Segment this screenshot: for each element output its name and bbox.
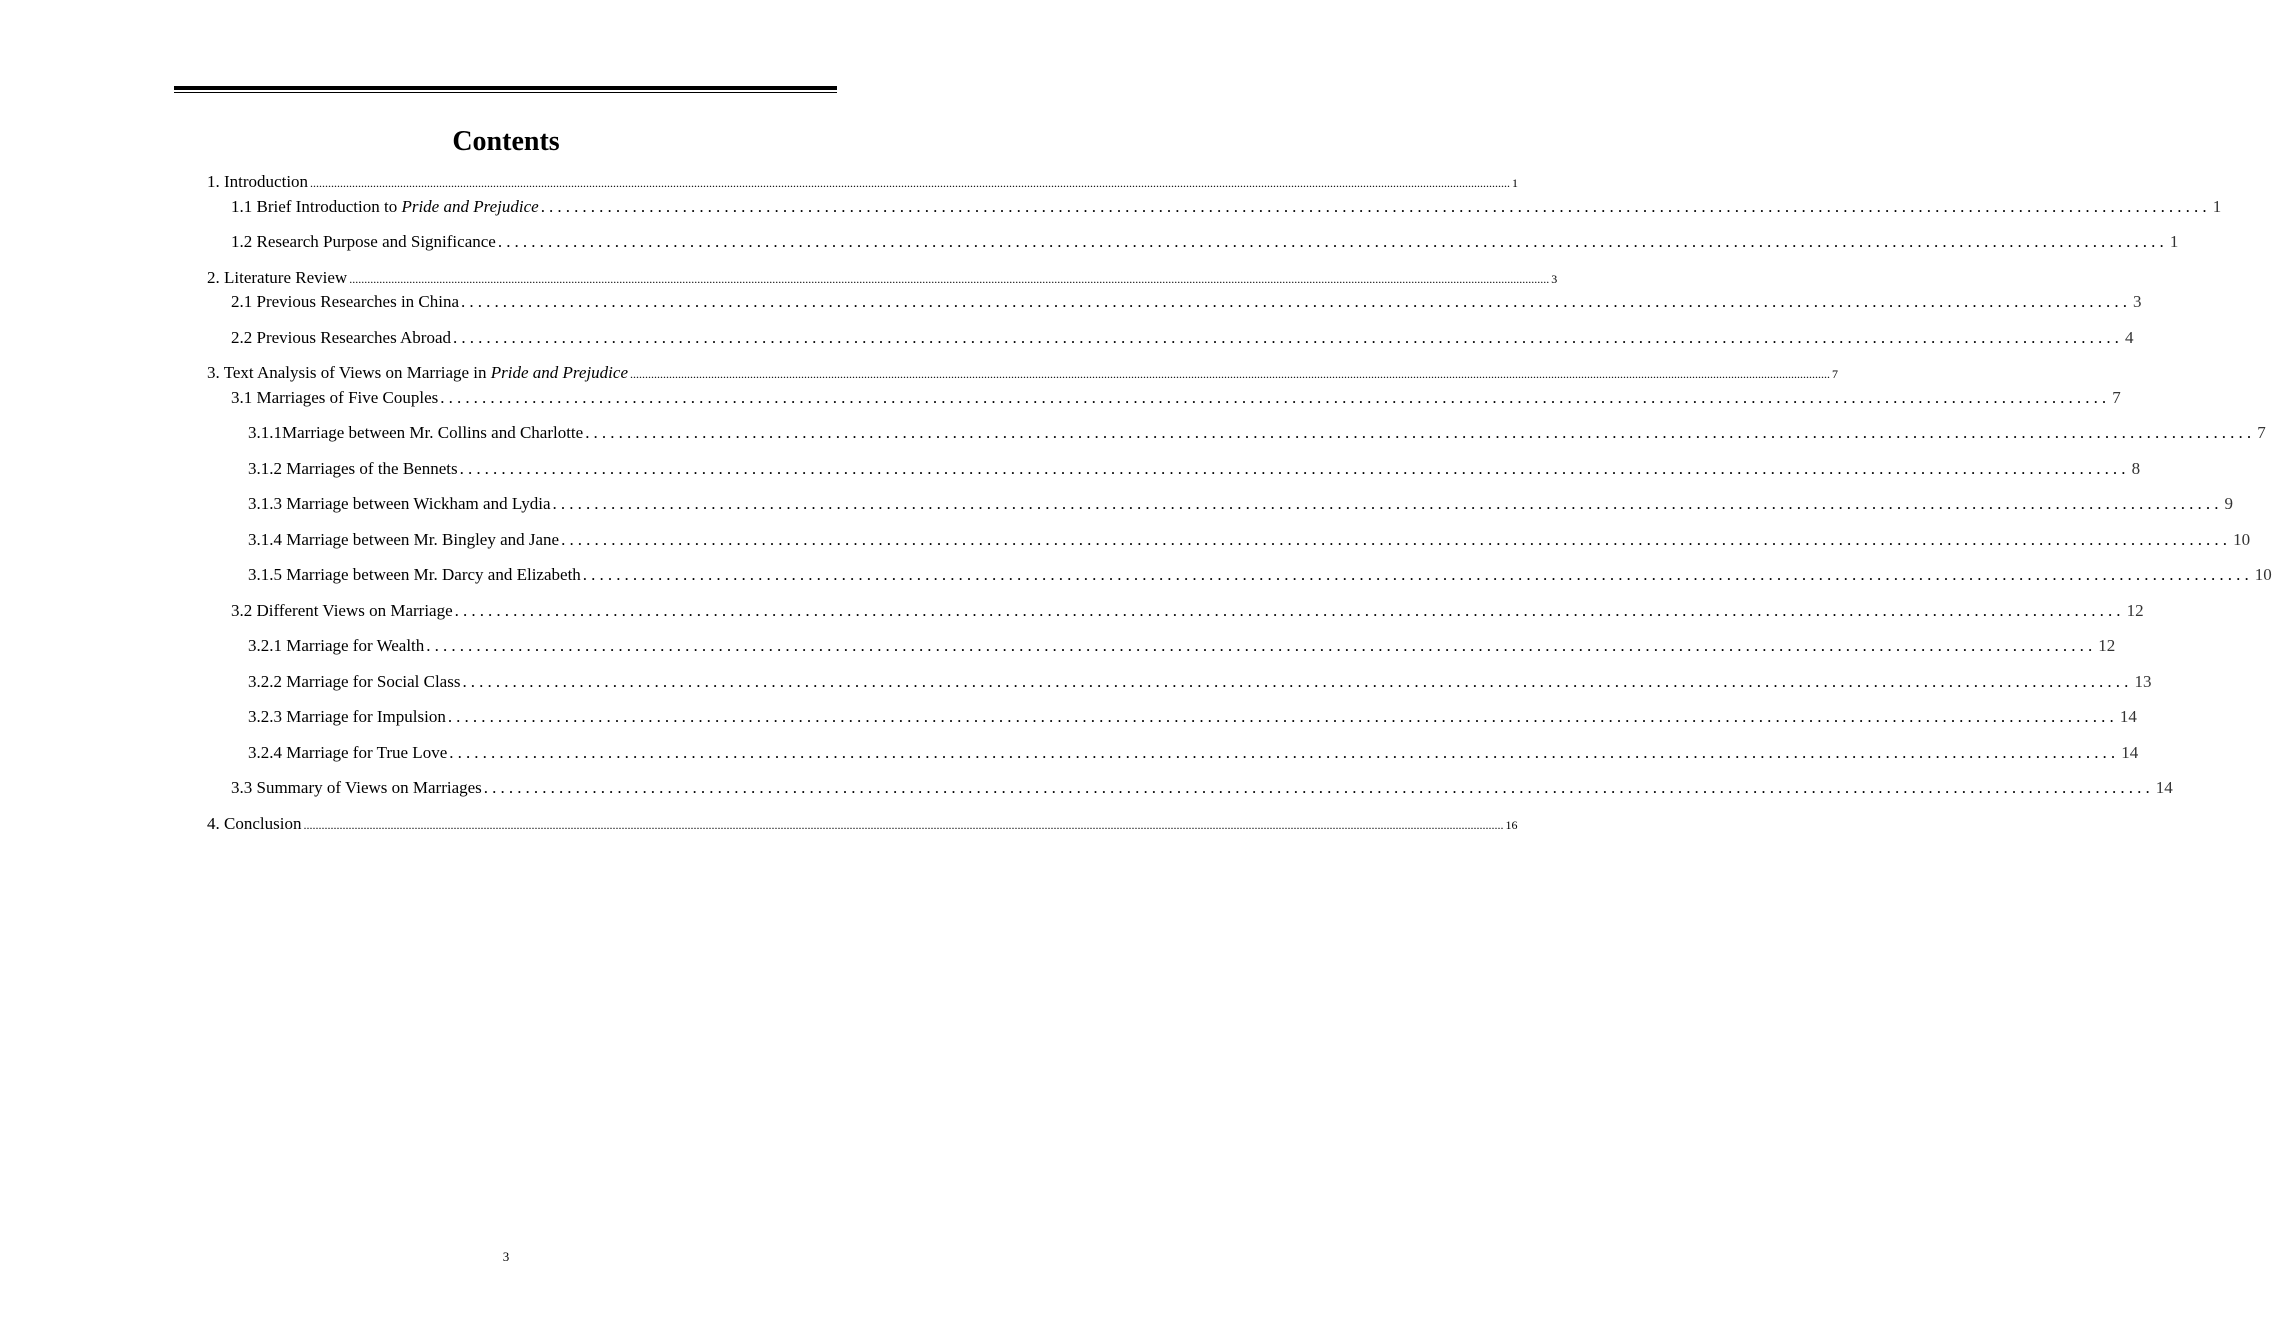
- toc-dot-leader: ........................................................................................................................................................................................................: [585, 423, 2256, 442]
- toc-page-number: 1: [2169, 232, 2179, 251]
- toc-entry-label: [231, 292, 459, 312]
- toc-page-number: 16: [1505, 818, 1518, 832]
- toc-entry[interactable]: [248, 672, 2152, 692]
- toc-page-number: 9: [2224, 494, 2234, 513]
- toc-entry-text: 2. Literature Review: [207, 268, 348, 287]
- toc-dot-leader: ........................................................................................................................................................................................................: [459, 459, 2130, 478]
- toc-entry[interactable]: [248, 707, 2137, 727]
- toc-page-number: 1: [2212, 197, 2222, 216]
- toc-entry[interactable]: [207, 172, 1519, 192]
- toc-entry[interactable]: [248, 636, 2116, 656]
- toc-entry[interactable]: [248, 565, 2272, 585]
- toc-entry-book-title: Pride and Prejudice: [401, 197, 539, 216]
- toc-dot-leader: ........................................................................................................................................................................................................: [462, 672, 2133, 691]
- footer-page-number: 3: [502, 1249, 510, 1264]
- toc-dot-leader: ........................................................................................................................................................................................................: [497, 232, 2168, 251]
- toc-entry[interactable]: [248, 494, 2234, 514]
- toc-dot-leader: ........................................................................................................................................................................................................: [426, 636, 2097, 655]
- toc-dot-leader: ........................................................................................................................................................................................................: [552, 494, 2223, 513]
- toc-page-number: 10: [2254, 565, 2272, 584]
- toc-entry-text: 2.1 Previous Researches in China: [231, 292, 460, 311]
- toc-entry-text: 3.1.5 Marriage between Mr. Darcy and Elizabeth: [248, 565, 581, 584]
- toc-dot-leader: ................................................................................................................................................................................................................................................................................................................................................................................................................: [303, 818, 1504, 832]
- toc-dot-leader: ................................................................................................................................................................................................................................................................................................................................................................................................................: [349, 272, 1550, 286]
- toc-entry-text: 3.1.1Marriage between Mr. Collins and Charlotte: [248, 423, 584, 442]
- toc-page-number: 12: [2126, 601, 2144, 620]
- toc-entry-text: 3.2.4 Marriage for True Love: [248, 743, 448, 762]
- toc-dot-leader: ........................................................................................................................................................................................................: [447, 707, 2118, 726]
- toc-page-number: 14: [2155, 778, 2173, 797]
- toc-entry[interactable]: [231, 601, 2144, 621]
- toc-entry[interactable]: [207, 268, 1558, 288]
- toc-dot-leader: ........................................................................................................................................................................................................: [582, 565, 2253, 584]
- toc-entry[interactable]: [231, 778, 2173, 798]
- toc-entry[interactable]: [231, 328, 2134, 348]
- toc-dot-leader: ........................................................................................................................................................................................................: [561, 530, 2232, 549]
- toc-entry-label: [248, 494, 551, 514]
- toc-entry-label: [248, 743, 447, 763]
- toc-entry-text: 3.2.1 Marriage for Wealth: [248, 636, 425, 655]
- toc-entry-label: [231, 197, 539, 217]
- toc-dot-leader: ........................................................................................................................................................................................................: [540, 197, 2211, 216]
- toc-entry-text: 3.1.2 Marriages of the Bennets: [248, 459, 458, 478]
- toc-dot-leader: ................................................................................................................................................................................................................................................................................................................................................................................................................: [310, 176, 1511, 190]
- toc-entry-label: [231, 778, 482, 798]
- toc-entry[interactable]: [248, 530, 2251, 550]
- toc-entry-text: 4. Conclusion: [207, 814, 302, 833]
- toc-entry-label: [248, 672, 460, 692]
- toc-page-number: 12: [2098, 636, 2116, 655]
- toc-entry-label: [207, 814, 301, 834]
- toc-entry-text: 3.2 Different Views on Marriage: [231, 601, 453, 620]
- toc-entry-book-title: Pride and Prejudice: [490, 363, 628, 382]
- toc-dot-leader: ........................................................................................................................................................................................................: [440, 388, 2111, 407]
- toc-entry-label: [248, 530, 559, 550]
- toc-entry-text: 3.1.3 Marriage between Wickham and Lydia: [248, 494, 551, 513]
- toc-entry[interactable]: [207, 814, 1518, 834]
- toc-entry[interactable]: [248, 459, 2141, 479]
- toc-page-number: 3: [1551, 272, 1558, 286]
- toc-dot-leader: ........................................................................................................................................................................................................: [483, 778, 2154, 797]
- toc-entry-label: [231, 328, 451, 348]
- toc-entry-label: [231, 388, 438, 408]
- toc-entry-label: [248, 459, 458, 479]
- toc-entry-text: 3. Text Analysis of Views on Marriage in: [207, 363, 491, 382]
- toc-dot-leader: ........................................................................................................................................................................................................: [461, 292, 2132, 311]
- toc-entry-text: 3.1 Marriages of Five Couples: [231, 388, 439, 407]
- toc-page-number: 14: [2119, 707, 2137, 726]
- toc-dot-leader: ........................................................................................................................................................................................................: [453, 328, 2124, 347]
- header-rule-thick: [174, 86, 837, 90]
- toc-page-number: 4: [2125, 328, 2134, 347]
- toc-page-number: 14: [2121, 743, 2139, 762]
- toc-entry-text: 1. Introduction: [207, 172, 309, 191]
- toc-entry-text: 2.2 Previous Researches Abroad: [231, 328, 452, 347]
- toc-entry-label: [207, 363, 628, 383]
- toc-entry-text: 1.1 Brief Introduction to: [231, 197, 402, 216]
- toc-dot-leader: ................................................................................................................................................................................................................................................................................................................................................................................................................: [630, 367, 1830, 381]
- toc-entry-text: 3.2.3 Marriage for Impulsion: [248, 707, 446, 726]
- toc-entry-text: 1.2 Research Purpose and Significance: [231, 232, 496, 251]
- toc-entry-label: [207, 268, 347, 288]
- toc-entry-label: [248, 636, 424, 656]
- toc-entry[interactable]: [231, 197, 2222, 217]
- toc-entry[interactable]: [231, 232, 2179, 252]
- toc-entry-label: [207, 172, 308, 192]
- toc-entry[interactable]: [248, 743, 2139, 763]
- toc-entry-text: 3.2.2 Marriage for Social Class: [248, 672, 461, 691]
- toc-entry[interactable]: [248, 423, 2266, 443]
- toc-entry[interactable]: [207, 363, 1838, 383]
- toc-entry-label: [231, 601, 453, 621]
- toc-dot-leader: ........................................................................................................................................................................................................: [454, 601, 2125, 620]
- toc-entry-label: [248, 707, 446, 727]
- toc-page-number: 13: [2134, 672, 2152, 691]
- toc-page-number: 7: [2112, 388, 2121, 407]
- toc-page-number: 10: [2233, 530, 2251, 549]
- toc-entry-text: 3.3 Summary of Views on Marriages: [231, 778, 482, 797]
- toc-page-number: 3: [2133, 292, 2142, 311]
- toc-page-number: 7: [2257, 423, 2266, 442]
- header-rule-thin: [174, 92, 837, 93]
- toc-dot-leader: ........................................................................................................................................................................................................: [449, 743, 2120, 762]
- toc-entry[interactable]: [231, 292, 2142, 312]
- toc-page-number: 7: [1832, 367, 1838, 381]
- toc-entry[interactable]: [231, 388, 2121, 408]
- toc-entry-label: [248, 423, 583, 443]
- page-title: Contents: [452, 126, 560, 157]
- toc-entry-label: [248, 565, 581, 585]
- toc-page-number: 8: [2131, 459, 2141, 478]
- toc-entry-text: 3.1.4 Marriage between Mr. Bingley and Jane: [248, 530, 560, 549]
- toc-entry-label: [231, 232, 496, 252]
- toc-page-number: 1: [1512, 176, 1519, 190]
